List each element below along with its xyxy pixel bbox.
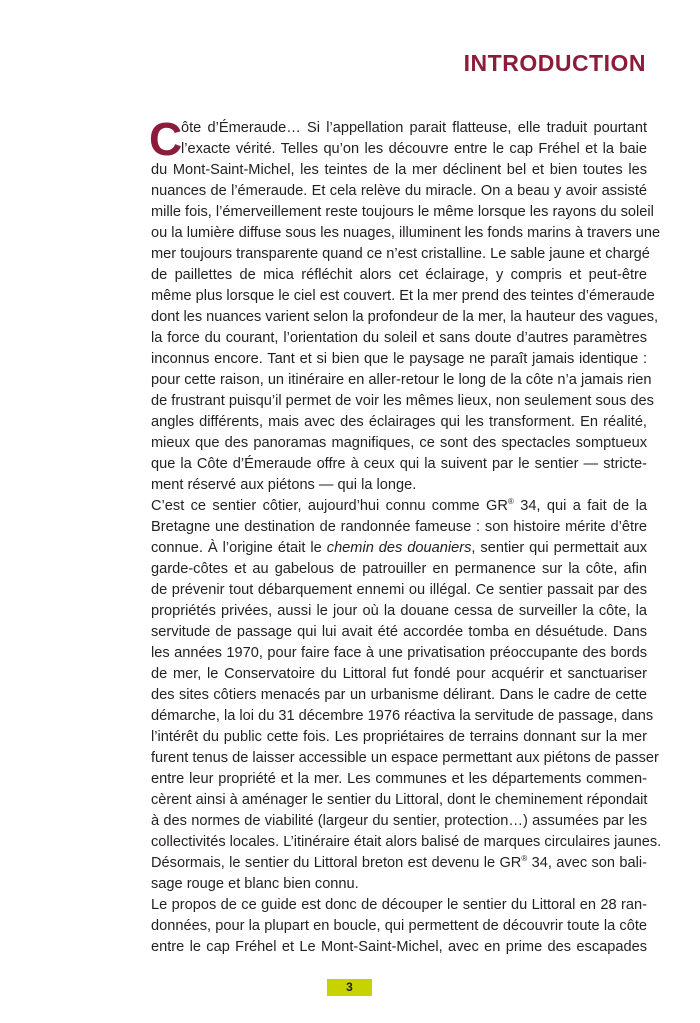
text-line: l’intérêt du public cette fois. Les propriétaires de terrains donnant sur la mer bbox=[151, 729, 647, 745]
text-segment: 34, avec son bali- bbox=[527, 855, 647, 871]
text-line: servitude de passage qui lui avait été accordée tomba en désuétude. Dans bbox=[151, 624, 647, 640]
drop-cap: C bbox=[149, 113, 183, 165]
text-line bbox=[151, 496, 647, 517]
text-line: furent tenus de laisser accessible un espace permettant aux piétons de passer bbox=[151, 750, 659, 766]
text-line: données, pour la plupart en boucle, qui permettent de découvrir toute la côte bbox=[151, 918, 647, 934]
text-line: mer toujours transparente quand ce n’est cristalline. Le sable jaune et chargé bbox=[151, 246, 650, 262]
text-line: de paillettes de mica réfléchit alors cet éclairage, y compris et peut-être bbox=[151, 267, 647, 283]
text-line: de mer, le Conservatoire du Littoral fut fondé pour acquérir et sanctuariser bbox=[151, 666, 647, 682]
text-segment: , sentier qui permettait aux bbox=[471, 540, 648, 556]
text-line: garde-côtes et au gabelous de patrouiller en permanence sur la côte, afin bbox=[151, 561, 647, 577]
text-line: dont les nuances varient selon la profondeur de la mer, la hauteur des vagues, bbox=[151, 309, 659, 325]
text-line bbox=[151, 853, 647, 874]
registered-mark: ® bbox=[521, 854, 528, 864]
text-line: cèrent ainsi à aménager le sentier du Littoral, dont le cheminement répondait bbox=[151, 792, 648, 808]
text-line: nuances de l’émeraude. Et cela relève du miracle. On a beau y avoir assisté bbox=[151, 183, 647, 199]
body-text bbox=[149, 113, 662, 958]
text-line: que la Côte d’Émeraude offre à ceux qui la suivent par le sentier — stricte- bbox=[151, 456, 647, 472]
paragraph bbox=[151, 496, 662, 895]
text-line bbox=[151, 538, 647, 559]
registered-mark: ® bbox=[507, 497, 514, 507]
text-line: l’exacte vérité. Telles qu’on les découvre entre le cap Fréhel et la baie bbox=[181, 141, 647, 157]
text-line: inconnus encore. Tant et si bien que le paysage ne paraît jamais identique : bbox=[151, 351, 647, 367]
text-segment: 34, qui a fait de la bbox=[513, 498, 648, 514]
text-line: Bretagne une destination de randonnée fameuse : son histoire mérite d’être bbox=[151, 519, 647, 535]
text-segment: C’est ce sentier côtier, aujourd’hui connu comme GR bbox=[151, 498, 508, 514]
text-line: de frustrant puisqu’il permet de voir les mêmes lieux, non seulement sous des bbox=[151, 393, 654, 409]
text-line: des sites côtiers menacés par un urbanisme délirant. Dans le cadre de cette bbox=[151, 687, 647, 703]
text-line: du Mont-Saint-Michel, les teintes de la mer déclinent bel et bien toutes les bbox=[151, 162, 647, 178]
text-line: mieux que des panoramas magnifiques, ce sont des spectacles somptueux bbox=[151, 435, 647, 451]
text-line: entre le cap Fréhel et Le Mont-Saint-Michel, avec en prime des escapades bbox=[151, 939, 647, 955]
text-line: entre leur propriété et la mer. Les communes et les départements commen- bbox=[151, 771, 647, 787]
text-line: les années 1970, pour faire face à une privatisation préoccupante des bords bbox=[151, 645, 647, 661]
text-line: propriétés privées, aussi le jour où la douane cessa de surveiller la côte, la bbox=[151, 603, 647, 619]
text-line: sage rouge et blanc bien connu. bbox=[151, 876, 359, 892]
text-line: même plus lorsque le ciel est couvert. Et la mer prend des teintes d’émeraude bbox=[151, 288, 655, 304]
paragraph bbox=[149, 113, 661, 496]
text-segment: connue. À l’origine était le bbox=[151, 540, 327, 556]
text-line: ment réservé aux piétons — qui la longe. bbox=[151, 477, 417, 493]
text-line: ôte d’Émeraude… Si l’appellation parait flatteuse, elle traduit pourtant bbox=[181, 120, 647, 136]
page-title: INTRODUCTION bbox=[463, 50, 646, 76]
text-line: mille fois, l’émerveillement reste toujours le même lorsque les rayons du soleil bbox=[151, 204, 654, 220]
text-line: Le propos de ce guide est donc de découper le sentier du Littoral en 28 ran- bbox=[151, 897, 647, 913]
text-line: angles différents, mais avec des éclairages qui les transforment. En réalité, bbox=[151, 414, 647, 430]
italic-term: chemin des douaniers bbox=[326, 540, 472, 556]
text-line: ou la lumière diffuse sous les nuages, illuminent les fonds marins à travers une bbox=[151, 225, 661, 241]
text-line: de prévenir tout débarquement ennemi ou illégal. Ce sentier passait par des bbox=[151, 582, 647, 598]
page-number: 3 bbox=[327, 979, 372, 996]
text-line: à des normes de viabilité (largeur du sentier, protection…) assumées par les bbox=[151, 813, 647, 829]
text-line: démarche, la loi du 31 décembre 1976 réactiva la servitude de passage, dans bbox=[151, 708, 654, 724]
paragraph bbox=[151, 895, 647, 958]
text-line: collectivités locales. L’itinéraire était alors balisé de marques circulaires jaunes. bbox=[151, 834, 662, 850]
text-line: pour cette raison, un itinéraire en aller-retour le long de la côte n’a jamais rien bbox=[151, 372, 652, 388]
text-line: la force du courant, l’orientation du soleil et sans doute d’autres paramètres bbox=[151, 330, 647, 346]
text-segment: Désormais, le sentier du Littoral breton est devenu le GR bbox=[151, 855, 522, 871]
